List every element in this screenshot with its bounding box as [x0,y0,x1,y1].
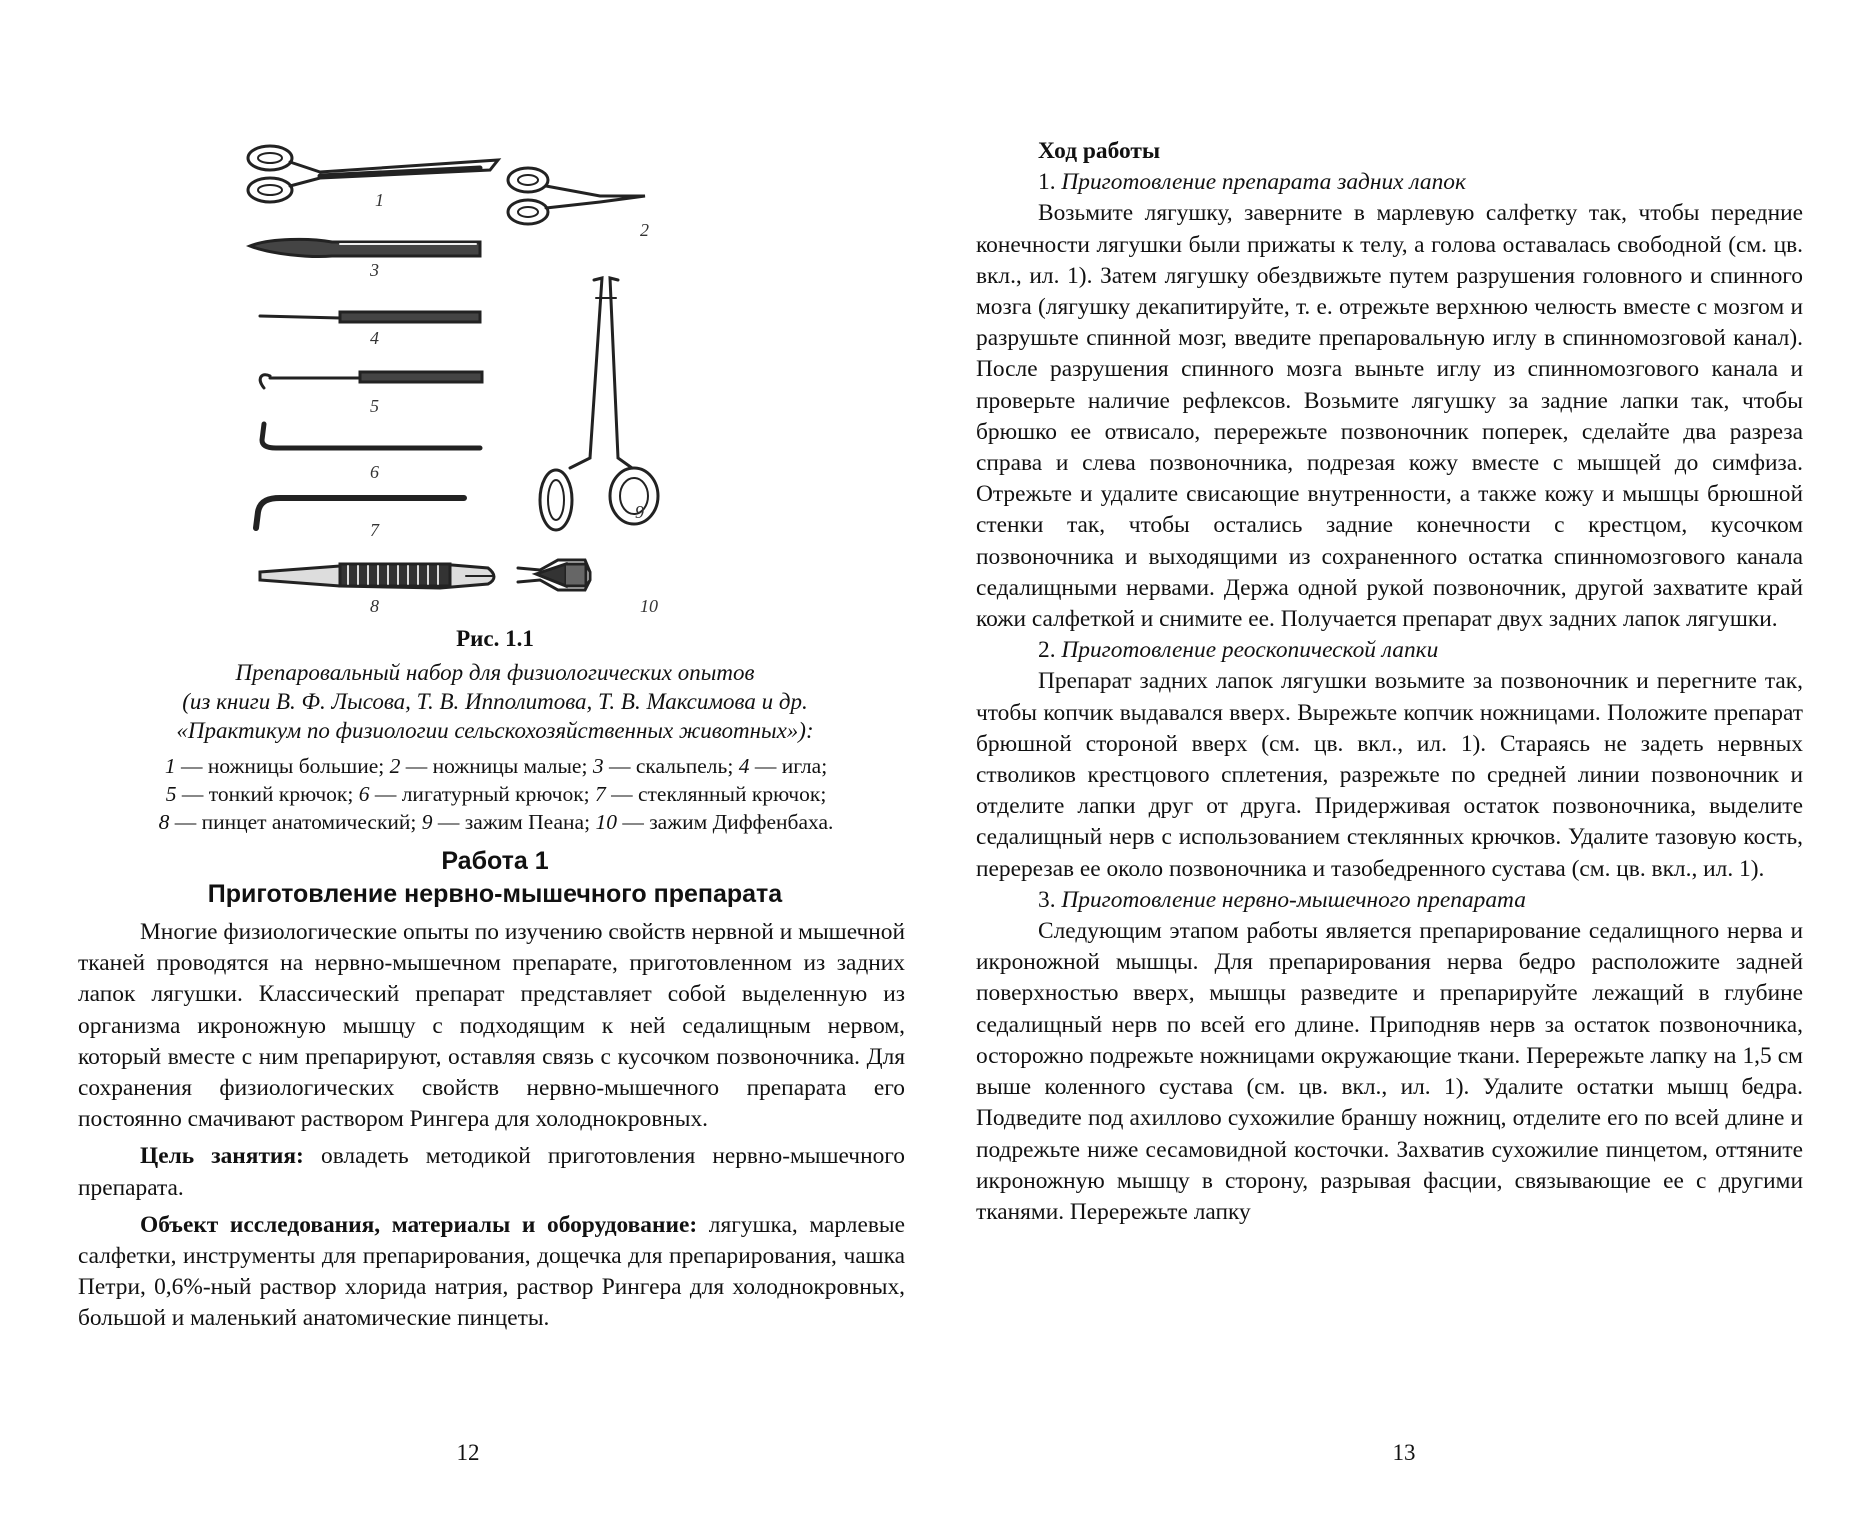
scalpel-icon [250,239,480,256]
work-heading [80,845,910,911]
legend-line [96,752,896,780]
step1-title [976,167,1803,198]
legend-text: — лигатурный крючок; [369,782,595,806]
work-number: Работа 1 [441,847,549,875]
left-body-text [78,917,905,1335]
legend-text: — стеклянный крючок; [605,782,827,806]
legend-text: — зажим Диффенбаха. [616,810,834,834]
tool-number-1: 1 [375,190,384,210]
step1-title-text: Приготовление препарата задних лапок [1061,169,1466,196]
pean-clamp-icon [540,278,658,530]
tool-number-2: 2 [640,220,649,240]
step2-title [976,635,1803,666]
step1-number: 1. [1038,169,1062,196]
step1-paragraph: Возьмите лягушку, заверните в марлевую салфетку так, чтобы передние конечности лягушки были прижаты к телу, а голова оставалась свободной (см. цв. вкл., ил. 1). Затем лягушку обездвижьте путем разрушения головного и спинного мозга (лягушку декапитируйте, т. е. отрежьте верхнюю челюсть вместе с мозгом и разрушьте спинной мозг, введите препаровальную иглу в спинномозговой канал). После разрушения спинного мозга выньте иглу из спинномозгового канала и проверьте наличие рефлексов. Возьмите лягушку за задние лапки так, чтобы брюшко ее отвисало, перережьте позвоночник поперек, сделайте два разреза справа и слева позвоночника, подрезая кожу вместе с мышцей до симфиза. Отрежьте и удалите свисающие внутренности, а также кожу и мышцы брюшной стенки так, чтобы остались задние конечности с крестцом, кусочком позвоночника и выходящими из сохраненного остатка спинномозгового канала седалищными нервами. Держа одной рукой позвоночник, другой захватите край кожи салфеткой и снимите ее. Получается препарат двух задних лапок лягушки. [976,200,1803,633]
tool-number-6: 6 [370,462,379,482]
legend-number: 9 [421,810,433,834]
tool-number-3: 3 [370,260,379,280]
right-page [936,0,1872,1530]
legend-number: 5 [165,782,177,806]
needle-icon [260,312,480,322]
goal-label: Цель занятия: [140,1143,304,1170]
procedure-heading: Ход работы [1038,138,1161,164]
tool-number-7: 7 [370,520,379,540]
figure-title: Рис. 1.1 [456,626,534,651]
legend-number: 8 [158,810,170,834]
ligature-hook-icon [262,424,480,448]
legend-number: 1 [164,754,176,778]
legend-text: — тонкий крючок; [176,782,359,806]
step3-paragraph: Следующим этапом работы является препарирование седалищного нерва и икроножной мышцы. Для препарирования нерва бедро расположите задней поверхностью вверх, мышцы разведите и препарируйте лежащий в глубине седалищный нерв по всей его длине. Приподняв нерв за остаток позвоночника, осторожно подрежьте ножницами окружающие ткани. Перережьте лапку на 1,5 см выше коленного сустава (см. цв. вкл., ил. 1). Удалите остатки мышц бедра. Подведите под ахиллово сухожилие браншу ножниц, отделите его по всей длине и подрежьте ниже сесамовидной косточки. Захватив сухожилие пинцетом, оттяните икроножную мышцу в сторону, разрывая фасции, связывающие ее с другими тканями. Перережьте лапку [976,918,1803,1225]
figure-caption-line: «Практикум по физиологии сельскохозяйственных животных»): [176,718,814,743]
fine-hook-icon [260,372,482,388]
glass-hook-icon [256,498,464,528]
step2-title-text: Приготовление реоскопической лапки [1061,637,1439,664]
page-number-right: 13 [1392,1440,1416,1465]
legend-number: 7 [594,782,606,806]
small-scissors-icon [508,168,645,224]
tool-number-10: 10 [640,596,658,616]
dieffenbach-clamp-icon [518,560,590,590]
step3-title-text: Приготовление нервно-мышечного препарата [1061,886,1526,913]
figure-caption-line: Препаровальный набор для физиологических опытов [235,660,755,685]
tool-number-5: 5 [370,396,379,416]
legend-text: — ножницы малые; [400,754,593,778]
tool-number-4: 4 [370,328,379,348]
tool-number-9: 9 [635,502,644,522]
legend-text: — пинцет анатомический; [169,810,422,834]
materials-paragraph [78,1210,905,1335]
materials-label: Объект исследования, материалы и оборудование: [140,1211,698,1238]
legend-number: 2 [389,754,401,778]
step3-title [976,885,1803,916]
figure-caption [100,658,890,745]
step3-number: 3. [1038,886,1062,913]
legend-number: 3 [592,754,604,778]
legend-text: — скальпель; [603,754,739,778]
materials-text: лягушка, марлевые салфетки, инструменты для препарирования, дощечка для препарирования, чашка Петри, 0,6%-ный раствор хлорида натрия, раствор Рингера для холоднокровных, большой и маленький анатомические пинцеты. [78,1211,905,1332]
large-scissors-icon [248,146,498,202]
legend-text: — ножницы большие; [175,754,390,778]
intro-paragraph: Многие физиологические опыты по изучению свойств нервной и мышечной тканей проводятся на нервно-мышечном препарате, приготовленном из задних лапок лягушки. Классический препарат представляет собой выделенную из организма икроножную мышцу с подходящим к ней седалищным нервом, который вместе с ним препарируют, оставляя связь с кусочком позвоночника. Для сохранения физиологических свойств нервно-мышечного препарата его постоянно смачивают раствором Рингера для холоднокровных. [78,919,905,1133]
step2-paragraph: Препарат задних лапок лягушки возьмите за позвоночник и перегните так, чтобы копчик выдавался вверх. Вырежьте копчик ножницами. Положите препарат брюшной стороной вверх (см. цв. вкл., ил. 1). Стараясь не задеть нервных стволиков крестцового сплетения, разрежьте по средней линии позвоночник и отделите лапки друг от друга. Придерживая остаток позвоночника, выделите седалищный нерв с использованием стеклянных крючков. Удалите тазовую кость, перерезав ее около позвоночника и тазобедренного сустава (см. цв. вкл., ил. 1). [976,668,1803,882]
anatomical-forceps-icon [260,564,494,588]
work-title: Приготовление нервно-мышечного препарата [207,880,783,908]
page-number-left: 12 [456,1440,480,1465]
figure-caption-line: (из книги В. Ф. Лысова, Т. В. Ипполитова, Т. В. Максимова и др. [182,689,808,714]
step2-number: 2. [1038,637,1062,664]
dissection-kit-figure [240,128,720,628]
tool-number-8: 8 [370,596,379,616]
legend-number: 10 [595,810,617,834]
legend-number: 6 [358,782,370,806]
figure-legend [96,752,896,836]
instrument-drawing [240,128,720,628]
legend-line [96,808,896,836]
legend-text: — игла; [749,754,828,778]
goal-paragraph [78,1141,905,1203]
legend-line [96,780,896,808]
right-body-text [976,136,1803,1228]
legend-number: 4 [738,754,750,778]
goal-text: овладеть методикой приготовления нервно-мышечного препарата. [78,1143,905,1201]
legend-text: — зажим Пеана; [432,810,596,834]
